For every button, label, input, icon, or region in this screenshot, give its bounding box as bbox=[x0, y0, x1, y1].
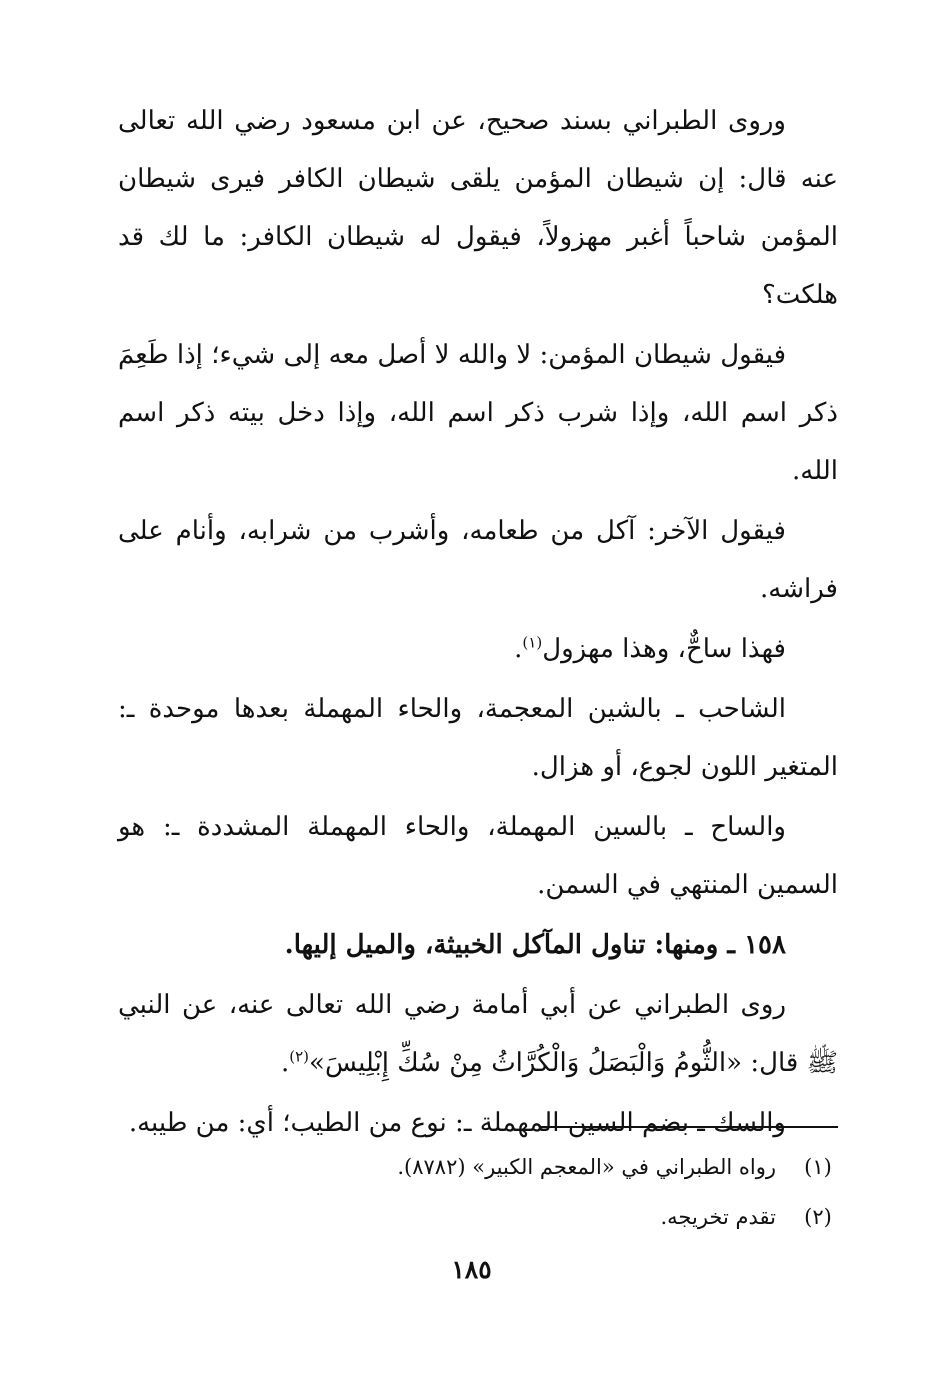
paragraph-8: والسك ـ بضم السين المهملة ـ: نوع من الطيب؛ أي: من طيبه. bbox=[128, 1108, 786, 1138]
footnote-number: (٢) bbox=[804, 1205, 832, 1229]
footnote-ref-1: (١) bbox=[522, 633, 543, 652]
paragraph-7: روى الطبراني عن أبي أمامة رضي الله تعالى عنه، عن النبي ﷺ قال: «الثُّومُ وَالْبَصَلُ وَالْكُرَّاثُ مِنْ سُكِّ إِبْلِيسَ»$^{(٢)}$. bbox=[118, 990, 838, 1078]
paragraph-3: فيقول الآخر: آكل من طعامه، وأشرب من شرابه، وأنام على فراشه. bbox=[118, 516, 838, 604]
paragraph-6: والساح ـ بالسين المهملة، والحاء المهملة المشددة ـ: هو السمين المنتهي في السمن. bbox=[118, 812, 838, 900]
footnote-ref-2: (٢) bbox=[289, 1047, 310, 1066]
paragraph-4: فهذا ساحٌّ، وهذا مهزول$^{(١)}$. bbox=[514, 633, 786, 664]
footnote-divider bbox=[540, 1126, 838, 1128]
paragraph-2: فيقول شيطان المؤمن: لا والله لا أصل معه إلى شيء؛ إذا طَعِمَ ذكر اسم الله، وإذا شرب ذكر اسم الله، وإذا دخل بيته ذكر اسم الله. bbox=[118, 340, 838, 486]
paragraph-1: وروى الطبراني بسند صحيح، عن ابن مسعود رضي الله تعالى عنه قال: إن شيطان المؤمن يلقى شيطان الكافر فيرى شيطان المؤمن شاحباً أغبر مهزولاً، فيقول له شيطان الكافر: ما لك قد هلكت؟ bbox=[118, 106, 838, 310]
footnote-text: تقدم تخريجه. bbox=[660, 1205, 776, 1229]
footnote-text: رواه الطبراني في «المعجم الكبير» (٨٧٨٢). bbox=[397, 1155, 776, 1179]
main-text bbox=[118, 92, 838, 1154]
paragraph-5: الشاحب ـ بالشين المعجمة، والحاء المهملة بعدها موحدة ـ: المتغير اللون لجوع، أو هزال. bbox=[118, 694, 838, 782]
footnote-1 bbox=[300, 1142, 838, 1192]
footnote-number: (١) bbox=[804, 1155, 832, 1179]
page-number: ١٨٥ bbox=[451, 1255, 492, 1284]
section-heading: ١٥٨ ـ ومنها: تناول المآكل الخبيثة، والميل إليها. bbox=[284, 930, 786, 960]
footnotes bbox=[300, 1142, 838, 1242]
footnote-2 bbox=[300, 1192, 838, 1242]
